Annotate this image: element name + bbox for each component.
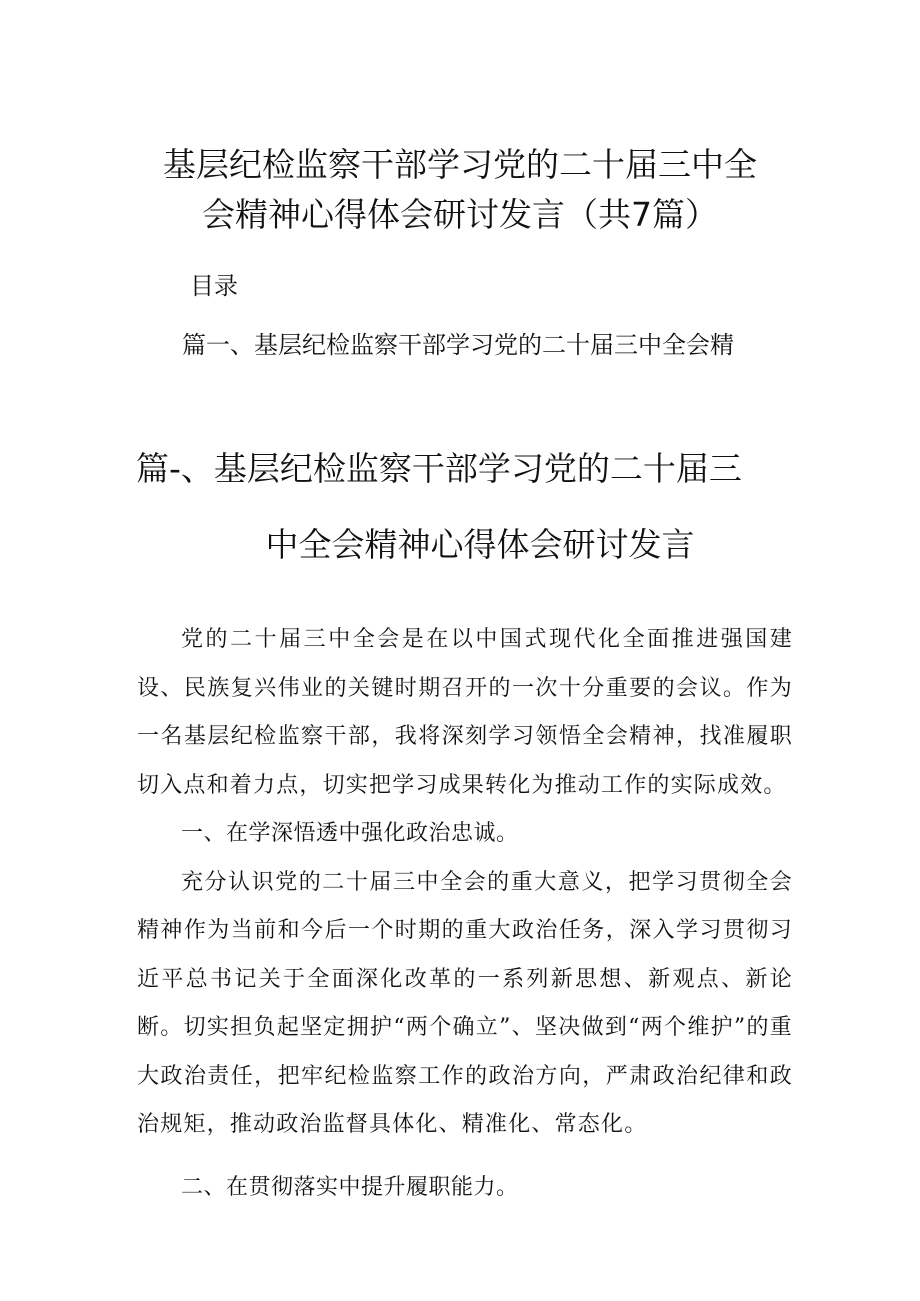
section-title-line-2: 中全会精神心得体会研讨发言: [265, 525, 695, 564]
subheading-2: 二、在贯彻落实中提升履职能力。: [181, 1174, 519, 1200]
body-paragraph-2: 充分认识党的二十届三中全会的重大意义，把学习贯彻全会精神作为当前和今后一个时期的重大政治任务，深入学习贯彻习近平总书记关于全面深化改革的一系列新思想、新观点、新论断。切实担负起坚定拥护“两个确立”、坚决做到“两个维护”的重大政治责任，把牢纪检监察工作的政治方向，严肃政治纪律和政治规矩，推动政治监督具体化、精准化、常态化。: [137, 869, 793, 1137]
document-title: [120, 140, 800, 240]
section-title-line-1: 篇-、基层纪检监察干部学习党的二十届三: [136, 449, 742, 488]
document-title-line-1: 基层纪检监察干部学习党的二十届三中全: [163, 145, 757, 184]
toc-heading: 目录: [190, 272, 238, 300]
toc-item-1[interactable]: 篇一、基层纪检监察干部学习党的二十届三中全会精: [182, 331, 734, 359]
subheading-1: 一、在学深悟透中强化政治忠诚。: [181, 821, 519, 846]
document-title-line-2: 会精神心得体会研讨发言（共7篇）: [202, 195, 718, 234]
body-paragraph-1: 党的二十届三中全会是在以中国式现代化全面推进强国建设、民族复兴伟业的关键时期召开的一次十分重要的会议。作为一名基层纪检监察干部，我将深刻学习领悟全会精神，找准履职切入点和着力点，切实把学习成果转化为推动工作的实际成效。: [137, 627, 793, 798]
document-body: [137, 616, 793, 1212]
section-title: [100, 445, 820, 569]
